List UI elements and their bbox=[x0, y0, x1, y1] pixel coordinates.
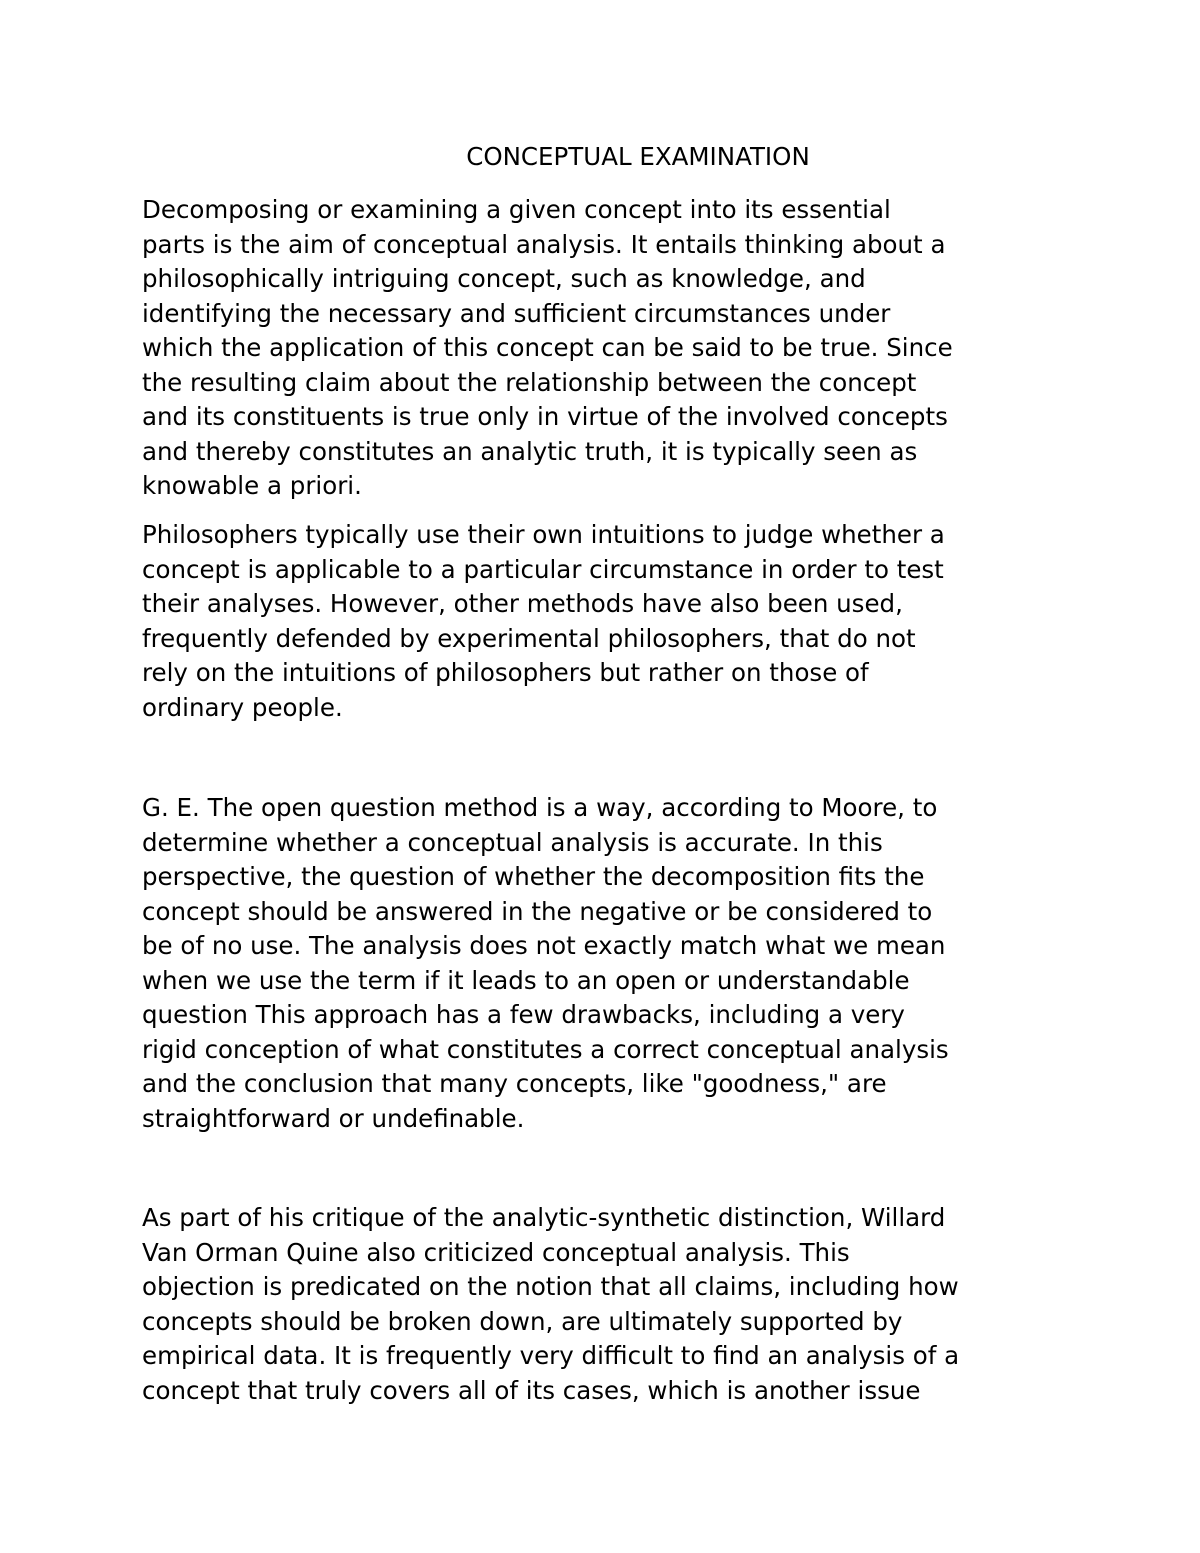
paragraph-line: determine whether a conceptual analysis is accurate. In this bbox=[142, 827, 883, 857]
paragraph-line: be of no use. The analysis does not exactly match what we mean bbox=[142, 931, 946, 960]
paragraph-line: As part of his critique of the analytic-synthetic distinction, Willard bbox=[142, 1203, 946, 1232]
paragraph-2 bbox=[142, 518, 945, 725]
paragraph-line: concept should be answered in the negative or be considered to bbox=[142, 896, 933, 926]
paragraph-line: concepts should be broken down, are ultimately supported by bbox=[142, 1306, 903, 1336]
paragraph-line: concept is applicable to a particular circumstance in order to test bbox=[142, 554, 944, 584]
paragraph-3 bbox=[142, 791, 949, 1136]
paragraph-line: knowable a priori. bbox=[142, 471, 362, 500]
paragraph-line: philosophically intriguing concept, such as knowledge, and bbox=[142, 264, 866, 293]
paragraph-line: identifying the necessary and sufficient circumstances under bbox=[142, 298, 891, 328]
paragraph-line: empirical data. It is frequently very difficult to find an analysis of a bbox=[142, 1341, 960, 1370]
document-title: CONCEPTUAL EXAMINATION bbox=[466, 142, 810, 171]
paragraph-line: and its constituents is true only in virtue of the involved concepts bbox=[142, 402, 948, 431]
paragraph-1 bbox=[142, 193, 953, 504]
paragraph-line: the resulting claim about the relationship between the concept bbox=[142, 367, 917, 397]
paragraph-line: ordinary people. bbox=[142, 692, 343, 722]
paragraph-line: and thereby constitutes an analytic truth, it is typically seen as bbox=[142, 436, 918, 466]
paragraph-line: question This approach has a few drawbacks, including a very bbox=[142, 1000, 905, 1029]
paragraph-line: rigid conception of what constitutes a correct conceptual analysis bbox=[142, 1034, 949, 1064]
paragraph-4 bbox=[142, 1201, 959, 1408]
paragraph-line: concept that truly covers all of its cases, which is another issue bbox=[142, 1375, 921, 1405]
paragraph-line: Van Orman Quine also criticized conceptual analysis. This bbox=[142, 1237, 850, 1267]
paragraph-line: parts is the aim of conceptual analysis. It entails thinking about a bbox=[142, 229, 946, 259]
paragraph-line: their analyses. However, other methods have also been used, bbox=[142, 589, 903, 618]
paragraph-line: frequently defended by experimental philosophers, that do not bbox=[142, 623, 916, 653]
paragraph-line: G. E. The open question method is a way, according to Moore, to bbox=[142, 793, 938, 822]
paragraph-line: which the application of this concept can be said to be true. Since bbox=[142, 333, 953, 362]
paragraph-line: perspective, the question of whether the decomposition fits the bbox=[142, 862, 925, 891]
paragraph-line: when we use the term if it leads to an open or understandable bbox=[142, 965, 910, 995]
paragraph-line: and the conclusion that many concepts, like "goodness," are bbox=[142, 1069, 887, 1098]
paragraph-line: straightforward or undefinable. bbox=[142, 1103, 525, 1133]
paragraph-line: Philosophers typically use their own intuitions to judge whether a bbox=[142, 520, 945, 549]
paragraph-line: Decomposing or examining a given concept into its essential bbox=[142, 195, 891, 224]
paragraph-line: objection is predicated on the notion that all claims, including how bbox=[142, 1272, 959, 1301]
paragraph-line: rely on the intuitions of philosophers but rather on those of bbox=[142, 658, 869, 687]
